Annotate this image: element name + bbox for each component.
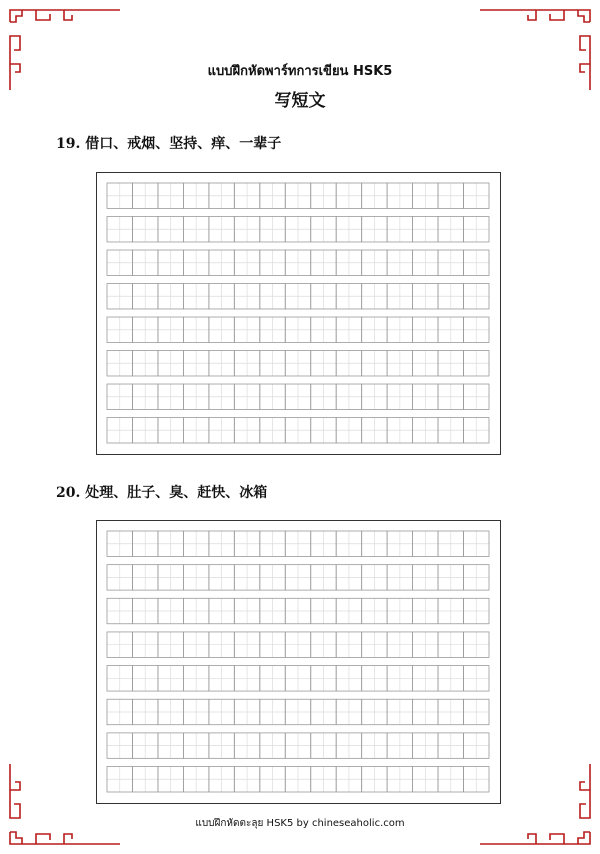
grid-row[interactable] [107,418,489,443]
grid-row[interactable] [107,217,489,242]
grid-row[interactable] [107,317,489,342]
grid-row[interactable] [107,531,489,556]
grid-row[interactable] [107,384,489,409]
grid-row[interactable] [107,565,489,590]
fret-ornament-icon [474,6,594,96]
grid-row[interactable] [107,284,489,309]
grid-row[interactable] [107,666,489,691]
grid-row[interactable] [107,183,489,208]
grid-row[interactable] [107,351,489,376]
writing-grid-20[interactable] [96,520,501,804]
grid-row[interactable] [107,767,489,792]
question-19-prompt: 19. 借口、戒烟、坚持、痒、一辈子 [56,136,282,152]
grid-row[interactable] [107,598,489,623]
writing-grid-19[interactable] [96,172,501,455]
page-subtitle: 写短文 [274,91,326,111]
grid-row[interactable] [107,632,489,657]
page-footer: แบบฝึกหัดตะลุย HSK5 by chineseaholic.com [195,818,405,829]
grid-row[interactable] [107,699,489,724]
question-20-prompt: 20. 处理、肚子、臭、赶快、冰箱 [56,485,268,501]
page-title: แบบฝึกหัดพาร์ทการเขียน HSK5 [207,64,393,79]
corner-ornament-top-left [6,6,126,96]
grid-row[interactable] [107,733,489,758]
tianzige-grid[interactable] [97,521,499,802]
fret-ornament-icon [6,6,126,96]
grid-row[interactable] [107,250,489,275]
tianzige-grid[interactable] [97,173,499,453]
corner-ornament-top-right [474,6,594,96]
